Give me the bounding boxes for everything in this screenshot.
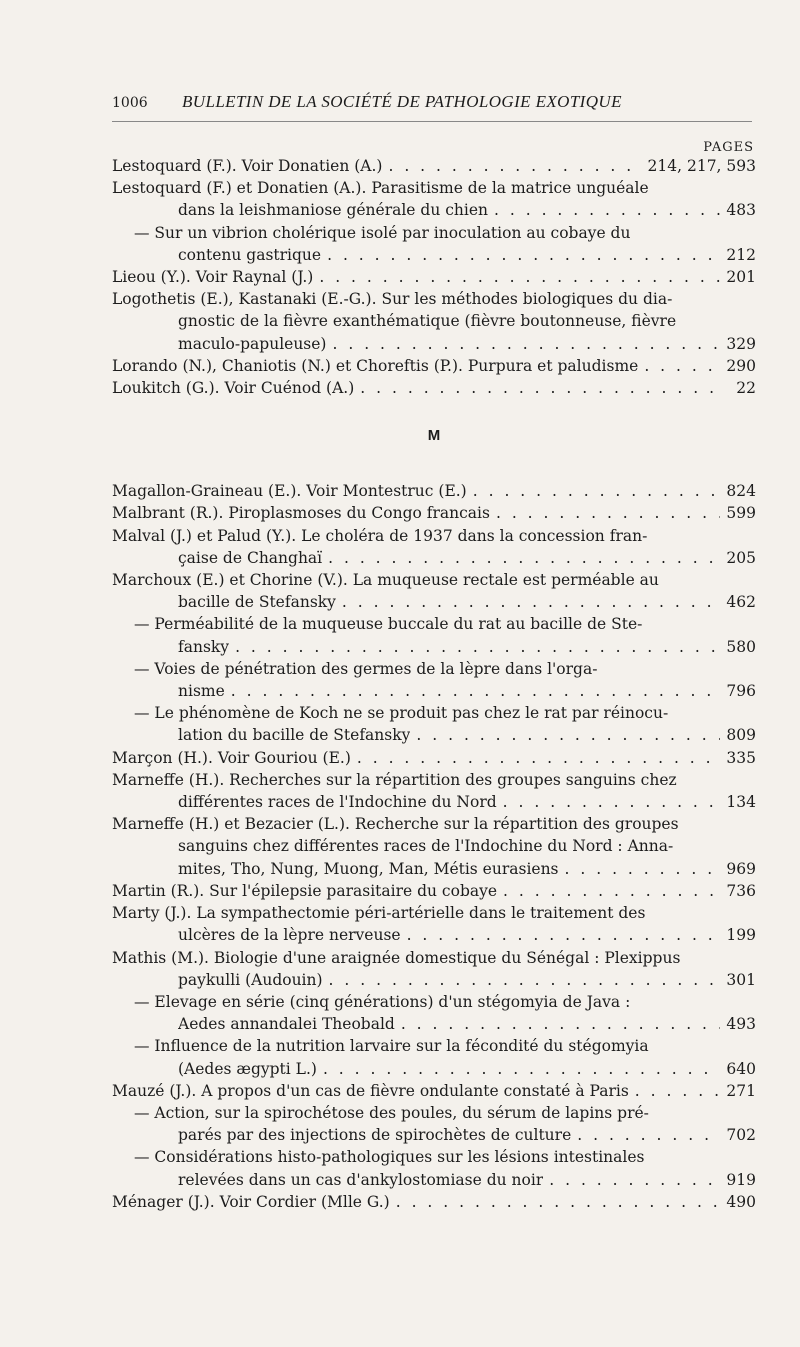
page-reference: 201 [726,268,756,287]
entry-text: Mauzé (J.). A propos d'un cas de fièvre ondulante constaté à Paris [112,1081,629,1100]
dot-leader [328,547,720,569]
page-reference: 335 [726,748,756,767]
index-entry [112,769,756,813]
page-reference: 493 [726,1015,756,1034]
entry-text: Lestoquard (F.). Voir Donatien (A.) [112,157,383,175]
entry-line [112,813,756,835]
entry-text: Lorando (N.), Chaniotis (N.) et Choreftis (P.). Purpura et paludisme [112,356,639,375]
entry-text: (Aedes ægypti L.) [178,1059,317,1078]
index-entry [112,266,756,288]
entry-text: — Voies de pénétration des germes de la lèpre dans l'orga- [134,659,598,678]
page-reference: 329 [726,334,756,353]
index-entry [112,658,756,702]
index-entry [112,222,756,266]
entry-text: Malval (J.) et Palud (Y.). Le choléra de 1937 dans la concession fran- [112,526,648,545]
entry-text: Marchoux (E.) et Chorine (V.). La muqueuse rectale est perméable au [112,571,659,590]
page-reference: 290 [726,356,756,375]
entry-line [112,791,756,813]
page-reference: 483 [726,201,756,220]
entry-line [112,355,756,377]
entry-text: Marneffe (H.) et Bezacier (L.). Recherche sur la répartition des groupes [112,815,679,834]
index-entry [112,1080,756,1102]
dot-leader [388,155,641,177]
entry-text: — Le phénomène de Koch ne se produit pas chez le rat par réinocu- [134,704,669,723]
entry-line [112,266,756,288]
entry-text: — Perméabilité de la muqueuse buccale du rat au bacille de Ste- [134,615,643,634]
page-reference: 796 [726,682,756,701]
entry-line [112,333,756,355]
page-reference: 640 [726,1059,756,1078]
page-reference: 580 [726,637,756,656]
dot-leader [496,502,720,524]
entry-text: paykulli (Audouin) [178,970,323,989]
entry-line [112,858,756,880]
index-entry [112,1102,756,1146]
entry-text: lation du bacille de Stefansky [178,726,411,745]
page-reference: 205 [726,548,756,567]
entry-line [112,1080,756,1102]
index-entries [112,155,756,1213]
entry-text: différentes races de l'Indochine du Nord [178,793,497,812]
index-entry [112,569,756,613]
entry-line [112,991,756,1013]
entry-line [112,724,756,746]
dot-leader [231,680,720,702]
index-entry [112,502,756,524]
dot-leader [644,355,720,377]
entry-text: Magallon-Graineau (E.). Voir Montestruc (E.) [112,482,467,501]
entry-line [112,880,756,902]
index-group-l [112,155,756,399]
entry-text: dans la leishmaniose générale du chien [178,201,489,220]
entry-text: nisme [178,682,225,701]
entry-text: Malbrant (R.). Piroplasmoses du Congo francais [112,504,490,523]
entry-text: Mathis (M.). Biologie d'une araignée domestique du Sénégal : Plexippus [112,948,681,967]
page-reference: 824 [726,482,756,501]
page-reference: 22 [736,379,756,398]
entry-line [112,947,756,969]
entry-line [112,547,756,569]
entry-line [112,1146,756,1168]
entry-text: contenu gastrique [178,245,322,264]
entry-text: relevées dans un cas d'ankylostomiase du noir [178,1170,544,1189]
entry-line [112,1191,756,1213]
entry-line [112,222,756,244]
entry-text: Martin (R.). Sur l'épilepsie parasitaire du cobaye [112,881,498,900]
dot-leader [319,266,720,288]
index-entry [112,480,756,502]
entry-line [112,177,756,199]
entry-line [112,288,756,310]
dot-leader [549,1169,720,1191]
entry-line [112,680,756,702]
dot-leader [396,1191,720,1213]
index-entry [112,1191,756,1213]
entry-line [112,636,756,658]
entry-text: Aedes annandalei Theobald [178,1015,395,1034]
dot-leader [635,1080,720,1102]
entry-text: gnostic de la fièvre exanthématique (fièvre boutonneuse, fièvre [178,312,677,331]
dot-leader [565,858,720,880]
dot-leader [342,591,720,613]
page-reference: 809 [726,726,756,745]
page-reference: 214, 217, 593 [647,157,756,175]
index-entry [112,702,756,746]
dot-leader [401,1013,720,1035]
index-entry [112,813,756,880]
index-entry [112,947,756,991]
entry-text: — Considérations histo-pathologiques sur les lésions intestinales [134,1148,645,1167]
page-reference: 599 [726,504,756,523]
entry-line [112,569,756,591]
entry-line [112,244,756,266]
entry-line [112,591,756,613]
dot-leader [323,1058,720,1080]
entry-text: sanguins chez différentes races de l'Indochine du Nord : Anna- [178,837,674,856]
entry-text: maculo-papuleuse) [178,334,327,353]
entry-line [112,702,756,724]
entry-line [112,1169,756,1191]
dot-leader [503,791,720,813]
dot-leader [407,924,720,946]
entry-text: — Influence de la nutrition larvaire sur la fécondité du stégomyia [134,1037,649,1056]
entry-text: mites, Tho, Nung, Muong, Man, Métis eurasiens [178,859,559,878]
page-reference: 702 [726,1126,756,1145]
header-rule [112,121,752,122]
page-reference: 736 [726,881,756,900]
index-entry [112,177,756,221]
entry-line [112,969,756,991]
entry-line [112,1013,756,1035]
page-reference: 490 [726,1192,756,1211]
entry-line [112,1124,756,1146]
index-entry [112,1146,756,1190]
page-reference: 919 [726,1170,756,1189]
entry-line [112,1058,756,1080]
index-entry [112,902,756,946]
dot-leader [494,199,720,221]
page-reference: 212 [726,245,756,264]
entry-line [112,525,756,547]
entry-text: Loukitch (G.). Voir Cuénod (A.) [112,379,355,398]
entry-line [112,155,756,177]
entry-line [112,199,756,221]
index-entry [112,1035,756,1079]
entry-line [112,377,756,399]
index-entry [112,288,756,355]
dot-leader [473,480,720,502]
entry-text: bacille de Stefansky [178,593,336,612]
entry-line [112,480,756,502]
index-entry [112,155,756,177]
entry-line [112,835,756,857]
entry-line [112,1102,756,1124]
index-entry [112,747,756,769]
dot-leader [503,880,720,902]
entry-line [112,658,756,680]
entry-line [112,613,756,635]
entry-line [112,1035,756,1057]
entry-line [112,769,756,791]
page-reference: 462 [726,593,756,612]
dot-leader [235,636,720,658]
dot-leader [360,377,720,399]
index-entry [112,355,756,377]
running-header [112,92,752,120]
entry-text: parés par des injections de spirochètes de culture [178,1126,572,1145]
dot-leader [577,1124,720,1146]
page-reference: 134 [726,793,756,812]
entry-text: Marneffe (H.). Recherches sur la répartition des groupes sanguins chez [112,770,677,789]
entry-text: Logothetis (E.), Kastanaki (E.-G.). Sur les méthodes biologiques du dia- [112,290,673,309]
dot-leader [332,333,720,355]
entry-text: fansky [178,637,230,656]
index-group-m [112,480,756,1213]
entry-text: ulcères de la lèpre nerveuse [178,926,401,945]
dot-leader [329,969,720,991]
entry-text: Marçon (H.). Voir Gouriou (E.) [112,748,351,767]
index-entry [112,991,756,1035]
entry-line [112,310,756,332]
pages-column-label: PAGES [703,140,754,155]
page-number: 1006 [112,95,148,111]
entry-line [112,502,756,524]
page-reference: 271 [726,1081,756,1100]
index-entry [112,880,756,902]
index-entry [112,377,756,399]
dot-leader [416,724,720,746]
page-reference: 199 [726,926,756,945]
entry-text: — Action, sur la spirochétose des poules, du sérum de lapins pré- [134,1103,649,1122]
entry-line [112,747,756,769]
entry-text: Marty (J.). La sympathectomie péri-artérielle dans le traitement des [112,904,646,923]
page-reference: 969 [726,859,756,878]
entry-text: — Sur un vibrion cholérique isolé par inoculation au cobaye du [134,223,631,242]
entry-text: — Elevage en série (cinq générations) d'un stégomyia de Java : [134,992,631,1011]
dot-leader [327,244,720,266]
entry-text: Ménager (J.). Voir Cordier (Mlle G.) [112,1192,390,1211]
entry-text: Lieou (Y.). Voir Raynal (J.) [112,268,314,287]
entry-text: Lestoquard (F.) et Donatien (A.). Parasitisme de la matrice unguéale [112,179,649,198]
section-letter: M [427,427,441,445]
running-title: BULLETIN DE LA SOCIÉTÉ DE PATHOLOGIE EXOTIQUE [182,92,622,111]
page-reference: 301 [726,970,756,989]
entry-text: çaise de Changhaï [178,548,323,567]
entry-line [112,902,756,924]
entry-line [112,924,756,946]
dot-leader [357,747,720,769]
index-entry [112,525,756,569]
index-entry [112,613,756,657]
